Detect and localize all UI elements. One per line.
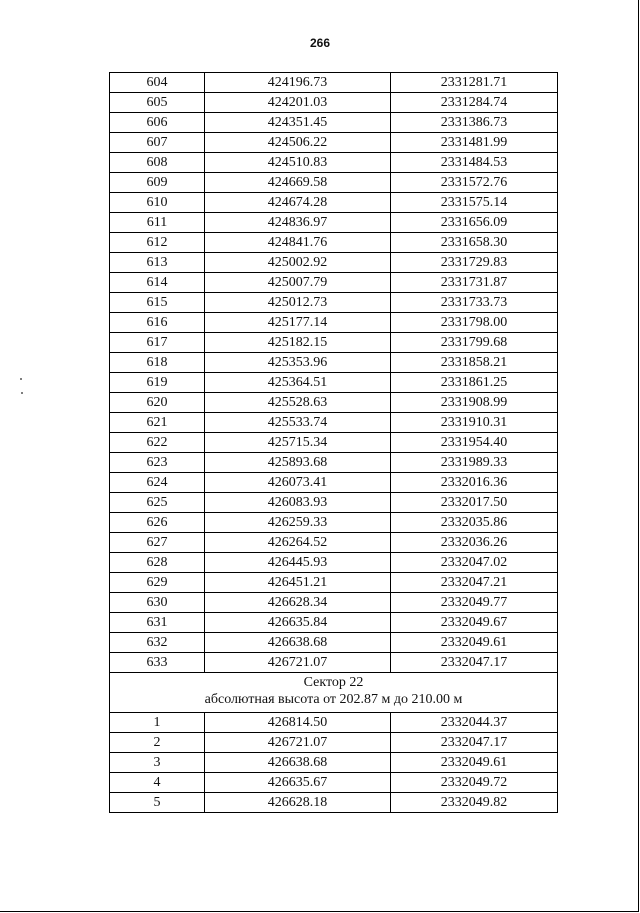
y-coordinate-cell: 2331484.53 — [391, 153, 558, 173]
x-coordinate-cell: 426445.93 — [205, 553, 391, 573]
table-row — [110, 613, 558, 633]
x-coordinate-cell: 426635.84 — [205, 613, 391, 633]
x-coordinate-cell: 426721.07 — [205, 733, 391, 753]
x-coordinate-cell: 424510.83 — [205, 153, 391, 173]
y-coordinate-cell: 2331658.30 — [391, 233, 558, 253]
table-row — [110, 73, 558, 93]
table-row — [110, 773, 558, 793]
point-number-cell: 4 — [110, 773, 205, 793]
table-row — [110, 433, 558, 453]
sector-title: Сектор 22 — [303, 675, 364, 690]
table-row — [110, 473, 558, 493]
point-number-cell: 607 — [110, 133, 205, 153]
table-row — [110, 713, 558, 733]
x-coordinate-cell: 425012.73 — [205, 293, 391, 313]
y-coordinate-cell: 2332035.86 — [391, 513, 558, 533]
table-row — [110, 413, 558, 433]
sector-altitude-range: абсолютная высота от 202.87 м до 210.00 м — [204, 692, 463, 707]
table-row — [110, 113, 558, 133]
point-number-cell: 619 — [110, 373, 205, 393]
x-coordinate-cell: 426635.67 — [205, 773, 391, 793]
coordinates-table — [109, 72, 558, 813]
x-coordinate-cell: 424506.22 — [205, 133, 391, 153]
sector-header-body — [110, 673, 558, 713]
table-row — [110, 273, 558, 293]
y-coordinate-cell: 2331731.87 — [391, 273, 558, 293]
page-number: 266 — [309, 36, 331, 50]
y-coordinate-cell: 2332044.37 — [391, 713, 558, 733]
y-coordinate-cell: 2331989.33 — [391, 453, 558, 473]
x-coordinate-cell: 426721.07 — [205, 653, 391, 673]
table-row — [110, 193, 558, 213]
point-number-cell: 616 — [110, 313, 205, 333]
x-coordinate-cell: 426259.33 — [205, 513, 391, 533]
point-number-cell: 3 — [110, 753, 205, 773]
point-number-cell: 605 — [110, 93, 205, 113]
point-number-cell: 611 — [110, 213, 205, 233]
y-coordinate-cell: 2332036.26 — [391, 533, 558, 553]
table-row — [110, 453, 558, 473]
x-coordinate-cell: 425715.34 — [205, 433, 391, 453]
sector-header-row — [110, 673, 558, 713]
table-row — [110, 233, 558, 253]
table-row — [110, 753, 558, 773]
y-coordinate-cell: 2331910.31 — [391, 413, 558, 433]
x-coordinate-cell: 424351.45 — [205, 113, 391, 133]
point-number-cell: 629 — [110, 573, 205, 593]
point-number-cell: 613 — [110, 253, 205, 273]
table-row — [110, 253, 558, 273]
y-coordinate-cell: 2332016.36 — [391, 473, 558, 493]
point-number-cell: 625 — [110, 493, 205, 513]
y-coordinate-cell: 2331481.99 — [391, 133, 558, 153]
table-row — [110, 173, 558, 193]
point-number-cell: 630 — [110, 593, 205, 613]
y-coordinate-cell: 2331284.74 — [391, 93, 558, 113]
y-coordinate-cell: 2332047.17 — [391, 733, 558, 753]
point-number-cell: 612 — [110, 233, 205, 253]
table-row — [110, 793, 558, 813]
y-coordinate-cell: 2331656.09 — [391, 213, 558, 233]
point-number-cell: 609 — [110, 173, 205, 193]
point-number-cell: 623 — [110, 453, 205, 473]
table-row — [110, 153, 558, 173]
y-coordinate-cell: 2332047.02 — [391, 553, 558, 573]
table-row — [110, 593, 558, 613]
point-number-cell: 622 — [110, 433, 205, 453]
point-number-cell: 615 — [110, 293, 205, 313]
x-coordinate-cell: 426638.68 — [205, 753, 391, 773]
x-coordinate-cell: 425007.79 — [205, 273, 391, 293]
table-row — [110, 93, 558, 113]
x-coordinate-cell: 426628.18 — [205, 793, 391, 813]
x-coordinate-cell: 426628.34 — [205, 593, 391, 613]
point-number-cell: 628 — [110, 553, 205, 573]
x-coordinate-cell: 426814.50 — [205, 713, 391, 733]
y-coordinate-cell: 2331861.25 — [391, 373, 558, 393]
x-coordinate-cell: 425177.14 — [205, 313, 391, 333]
x-coordinate-cell: 424836.97 — [205, 213, 391, 233]
point-number-cell: 2 — [110, 733, 205, 753]
table-row — [110, 373, 558, 393]
point-number-cell: 5 — [110, 793, 205, 813]
point-number-cell: 626 — [110, 513, 205, 533]
y-coordinate-cell: 2332049.67 — [391, 613, 558, 633]
table-row — [110, 333, 558, 353]
point-number-cell: 632 — [110, 633, 205, 653]
x-coordinate-cell: 425002.92 — [205, 253, 391, 273]
y-coordinate-cell: 2331729.83 — [391, 253, 558, 273]
point-number-cell: 618 — [110, 353, 205, 373]
table-row — [110, 353, 558, 373]
y-coordinate-cell: 2331858.21 — [391, 353, 558, 373]
x-coordinate-cell: 425353.96 — [205, 353, 391, 373]
y-coordinate-cell: 2331575.14 — [391, 193, 558, 213]
point-number-cell: 606 — [110, 113, 205, 133]
y-coordinate-cell: 2331733.73 — [391, 293, 558, 313]
point-number-cell: 627 — [110, 533, 205, 553]
scan-speck — [21, 392, 23, 394]
y-coordinate-cell: 2331572.76 — [391, 173, 558, 193]
x-coordinate-cell: 425364.51 — [205, 373, 391, 393]
point-number-cell: 624 — [110, 473, 205, 493]
point-number-cell: 620 — [110, 393, 205, 413]
y-coordinate-cell: 2331908.99 — [391, 393, 558, 413]
y-coordinate-cell: 2332047.21 — [391, 573, 558, 593]
y-coordinate-cell: 2331954.40 — [391, 433, 558, 453]
y-coordinate-cell: 2331281.71 — [391, 73, 558, 93]
y-coordinate-cell: 2332017.50 — [391, 493, 558, 513]
x-coordinate-cell: 424196.73 — [205, 73, 391, 93]
y-coordinate-cell: 2332049.77 — [391, 593, 558, 613]
coordinates-table-body-top — [110, 73, 558, 673]
y-coordinate-cell: 2331386.73 — [391, 113, 558, 133]
y-coordinate-cell: 2332049.61 — [391, 753, 558, 773]
x-coordinate-cell: 426264.52 — [205, 533, 391, 553]
table-row — [110, 573, 558, 593]
table-row — [110, 133, 558, 153]
table-row — [110, 533, 558, 553]
x-coordinate-cell: 424201.03 — [205, 93, 391, 113]
point-number-cell: 608 — [110, 153, 205, 173]
table-row — [110, 553, 558, 573]
point-number-cell: 1 — [110, 713, 205, 733]
point-number-cell: 614 — [110, 273, 205, 293]
x-coordinate-cell: 424674.28 — [205, 193, 391, 213]
y-coordinate-cell: 2332049.61 — [391, 633, 558, 653]
table-row — [110, 493, 558, 513]
point-number-cell: 621 — [110, 413, 205, 433]
table-row — [110, 633, 558, 653]
x-coordinate-cell: 425893.68 — [205, 453, 391, 473]
x-coordinate-cell: 425182.15 — [205, 333, 391, 353]
x-coordinate-cell: 424841.76 — [205, 233, 391, 253]
table-row — [110, 733, 558, 753]
x-coordinate-cell: 424669.58 — [205, 173, 391, 193]
point-number-cell: 633 — [110, 653, 205, 673]
table-row — [110, 653, 558, 673]
table-row — [110, 513, 558, 533]
table-row — [110, 213, 558, 233]
y-coordinate-cell: 2331799.68 — [391, 333, 558, 353]
scan-speck — [20, 378, 22, 380]
sector-header-cell — [110, 673, 558, 713]
y-coordinate-cell: 2332049.82 — [391, 793, 558, 813]
x-coordinate-cell: 426073.41 — [205, 473, 391, 493]
table-row — [110, 293, 558, 313]
x-coordinate-cell: 425533.74 — [205, 413, 391, 433]
table-row — [110, 393, 558, 413]
x-coordinate-cell: 425528.63 — [205, 393, 391, 413]
y-coordinate-cell: 2332049.72 — [391, 773, 558, 793]
y-coordinate-cell: 2331798.00 — [391, 313, 558, 333]
coordinates-table-body-bottom — [110, 713, 558, 813]
point-number-cell: 617 — [110, 333, 205, 353]
table-row — [110, 313, 558, 333]
y-coordinate-cell: 2332047.17 — [391, 653, 558, 673]
x-coordinate-cell: 426451.21 — [205, 573, 391, 593]
point-number-cell: 604 — [110, 73, 205, 93]
point-number-cell: 610 — [110, 193, 205, 213]
point-number-cell: 631 — [110, 613, 205, 633]
x-coordinate-cell: 426083.93 — [205, 493, 391, 513]
x-coordinate-cell: 426638.68 — [205, 633, 391, 653]
